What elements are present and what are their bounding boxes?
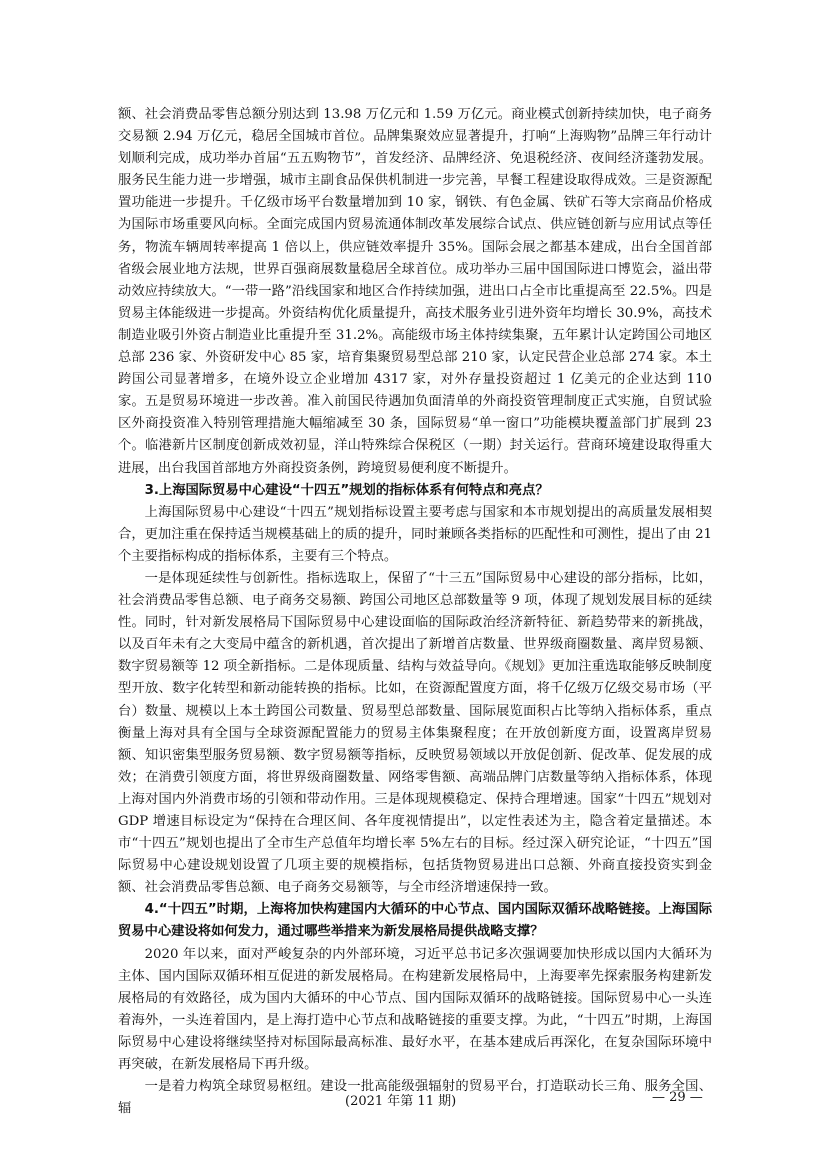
page-number: — 29 —	[652, 1090, 703, 1105]
page-footer	[0, 1090, 827, 1114]
body-paragraph: 一是体现延续性与创新性。指标选取上，保留了“十三五”国际贸易中心建设的部分指标，比如，社会消费品零售总额、电子商务交易额、跨国公司地区总部数量等 9 项，体现了规划发展目标的延续性。同时，针对新发展格局下国际贸易中心建设面临的国际政治经济新特征、新趋势带来的新挑战，以及百年未有之大变局中蕴含的新机遇，首次提出了新增首店数量、世界级商圈数量、离岸贸易额、数字贸易额等 12 项全新指标。二是体现质量、结构与效益导向。《规划》更加注重选取能够反映制度型开放、数字化转型和新动能转换的指标。比如，在资源配置度方面，将千亿级万亿级交易市场（平台）数量、规模以上本土跨国公司数量、贸易型总部数量、国际展览面积占比等纳入指标体系，重点衡量上海对具有全国与全球资源配置能力的贸易主体集聚程度；在开放创新度方面，设置离岸贸易额、知识密集型服务贸易额、数字贸易额等指标，反映贸易领域以开放促创新、促改革、促发展的成效；在消费引领度方面，将世界级商圈数量、网络零售额、高端品牌门店数量等纳入指标体系，体现上海对国内外消费市场的引领和带动作用。三是体现规模稳定、保持合理增速。国家“十四五”规划对 GDP 增速目标设定为“保持在合理区间、各年度视情提出”，以定性表述为主，隐含着定量描述。本市“十四五”规划也提出了全市生产总值年均增长率 5%左右的目标。经过深入研究论证，“十四五”国际贸易中心建设规划设置了几项主要的规模指标，包括货物贸易进出口总额、外商直接投资实到金额、社会消费品零售总额、电子商务交易额等，与全市经济增速保持一致。	[118, 570, 712, 896]
issue-label: (2021 年第 11 期)	[345, 1094, 457, 1109]
article-body	[118, 104, 712, 1120]
question-heading: 3.上海国际贸易中心建设“十四五”规划的指标体系有何特点和亮点？	[144, 482, 549, 498]
body-paragraph: 上海国际贸易中心建设“十四五”规划指标设置主要考虑与国家和本市规划提出的高质量发展相契合，更加注重在保持适当规模基础上的质的提升，同时兼顾各类指标的匹配性和可测性，提出了由 21 个主要指标构成的指标体系，主要有三个特点。	[118, 504, 712, 564]
body-paragraph: 一是着力构筑全球贸易枢纽。建设一批高能级强辐射的贸易平台，打造联动长三角、服务全国、辐	[118, 1079, 712, 1117]
question-heading: 4.“十四五”时期，上海将加快构建国内大循环的中心节点、国内国际双循环战略链接。上海国际贸易中心建设将如何发力，通过哪些举措来为新发展格局提供战略支撑？	[118, 902, 712, 940]
body-paragraph: 2020 年以来，面对严峻复杂的内外部环境，习近平总书记多次强调要加快形成以国内大循环为主体、国内国际双循环相互促进的新发展格局。在构建新发展格局中，上海要率先探索服务构建新发展格局的有效路径，成为国内大循环的中心节点、国内国际双循环的战略链接。国际贸易中心一头连着海外，一头连着国内，是上海打造中心节点和战略链接的重要支撑。为此，“十四五”时期，上海国际贸易中心建设将继续坚持对标国际最高标准、最好水平，在基本建成后再深化，在复杂国际环境中再突破，在新发展格局下再升级。	[118, 946, 712, 1073]
body-paragraph: 额、社会消费品零售总额分别达到 13.98 万亿元和 1.59 万亿元。商业模式创新持续加快，电子商务交易额 2.94 万亿元，稳居全国城市首位。品牌集聚效应显著提升，打响“上海购物”品牌三年行动计划顺利完成，成功举办首届“五五购物节”，首发经济、品牌经济、免退税经济、夜间经济蓬勃发展。服务民生能力进一步增强，城市主副食品保供机制进一步完善，早餐工程建设取得成效。三是资源配置功能进一步提升。千亿级市场平台数量增加到 10 家，钢铁、有色金属、铁矿石等大宗商品价格成为国际市场重要风向标。全面完成国内贸易流通体制改革发展综合试点、供应链创新与应用试点等任务，物流车辆周转率提高 1 倍以上，供应链效率提升 35%。国际会展之都基本建成，出台全国首部省级会展业地方法规，世界百强商展数量稳居全球首位。成功举办三届中国国际进口博览会，溢出带动效应持续放大。“一带一路”沿线国家和地区合作持续加强，进出口占全市比重提高至 22.5%。四是贸易主体能级进一步提高。外资结构优化质量提升，高技术服务业引进外资年均增长 30.9%，高技术制造业吸引外资占制造业比重提升至 31.2%。高能级市场主体持续集聚，五年累计认定跨国公司地区总部 236 家、外资研发中心 85 家，培育集聚贸易型总部 210 家，认定民营企业总部 274 家。本土跨国公司显著增多，在境外设立企业增加 4317 家，对外存量投资超过 1 亿美元的企业达到 110 家。五是贸易环境进一步改善。准入前国民待遇加负面清单的外商投资管理制度正式实施，自贸试验区外商投资准入特别管理措施大幅缩减至 30 条，国际贸易“单一窗口”功能模块覆盖部门扩展到 23 个。临港新片区制度创新成效初显，洋山特殊综合保税区（一期）封关运行。营商环境建设取得重大进展，出台我国首部地方外商投资条例，跨境贸易便利度不断提升。	[118, 107, 712, 476]
